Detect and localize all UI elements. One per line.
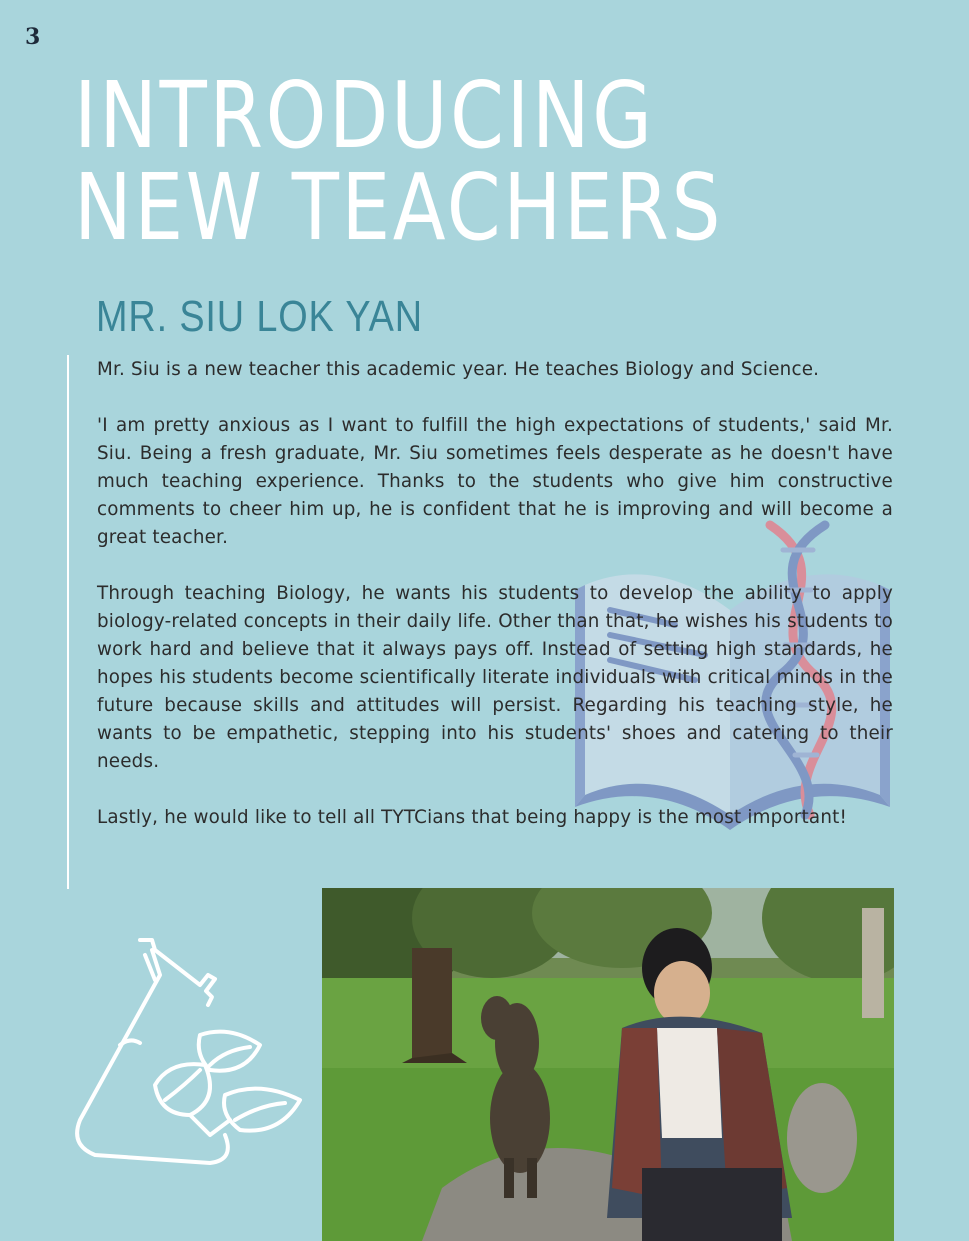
teacher-name: MR. SIU LOK YAN: [96, 292, 423, 341]
paragraph-4: Lastly, he would like to tell all TYTCians that being happy is the most important!: [97, 807, 847, 828]
paragraph-3: Through teaching Biology, he wants his students to develop the ability to apply biology-related concepts in their daily life. Other than that, he wishes his students to work hard and believe that it always pays off. Instead of setting high standards, he hopes his students become scientifically literate individuals with critical minds in the future because skills and attitudes will persist. Regarding his teaching style, he wants to be empathetic, stepping into his students' shoes and catering to their needs.: [97, 583, 893, 772]
paragraph-1: Mr. Siu is a new teacher this academic year. He teaches Biology and Science.: [97, 359, 820, 380]
page-title: [74, 62, 724, 261]
title-line-2: NEW TEACHERS: [74, 154, 724, 261]
vertical-divider: [67, 355, 69, 889]
page-number: 3: [25, 24, 41, 50]
flask-leaves-icon: [60, 935, 310, 1170]
title-line-1: INTRODUCING: [74, 62, 655, 169]
article-body: [97, 356, 893, 860]
paragraph-2: 'I am pretty anxious as I want to fulfill the high expectations of students,' said Mr. Siu. Being a fresh graduate, Mr. Siu sometimes feels desperate as he doesn't have much teaching experience. Thanks to the students who give him constructive comments to cheer him up, he is confident that he is improving and will become a great teacher.: [97, 415, 893, 548]
teacher-photo: [322, 888, 894, 1241]
